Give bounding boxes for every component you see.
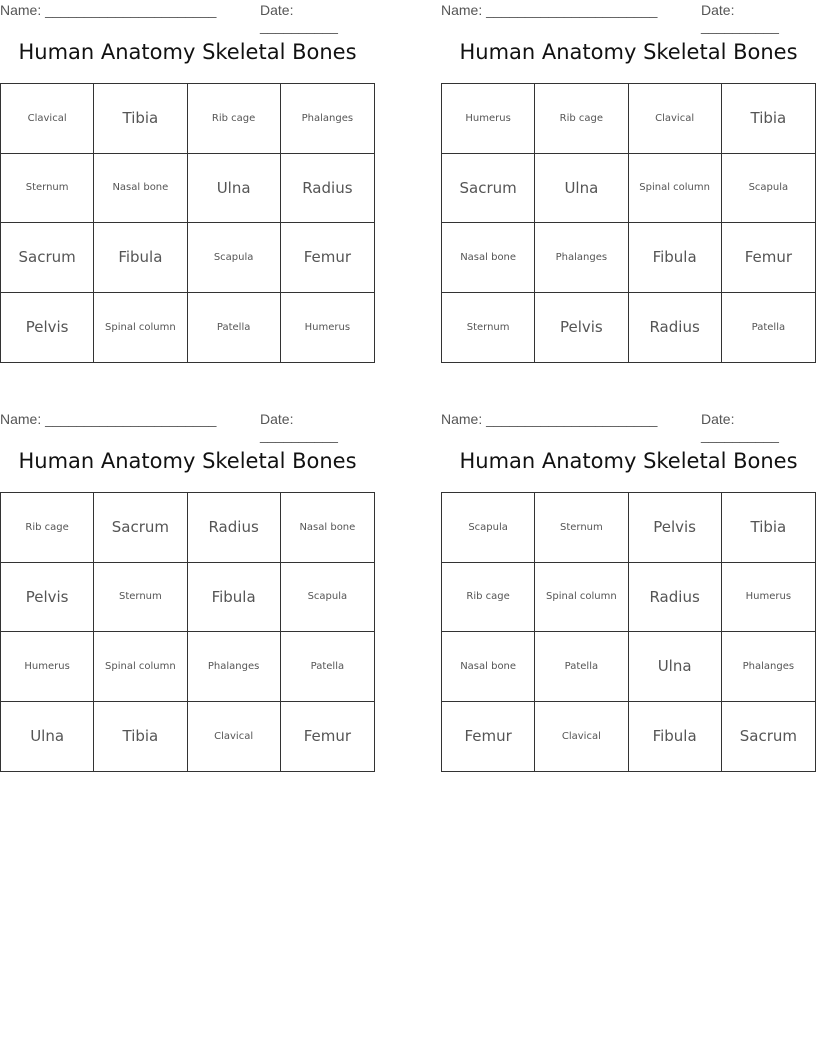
bingo-cell: Patella [188,293,281,363]
name-label: Name: ______________________ [0,411,217,427]
bingo-cell: Rib cage [442,563,535,633]
bingo-cell: Nasal bone [442,632,535,702]
bingo-cell: Pelvis [1,293,94,363]
bingo-cell: Rib cage [1,493,94,563]
date-label: Date: __________ [701,411,779,443]
name-label: Name: ______________________ [441,411,658,427]
bingo-cell: Radius [281,154,374,224]
date-label: Date: __________ [260,2,338,34]
bingo-cell: Sacrum [94,493,187,563]
bingo-cell: Tibia [94,84,187,154]
bingo-grid [441,83,816,363]
bingo-cell: Sternum [1,154,94,224]
bingo-cell: Humerus [722,563,815,633]
bingo-cell: Sternum [94,563,187,633]
bingo-cell: Patella [281,632,374,702]
name-label: Name: ______________________ [0,2,217,18]
bingo-cell: Tibia [722,84,815,154]
bingo-cell: Tibia [94,702,187,772]
date-label: Date: __________ [260,411,338,443]
bingo-cell: Sacrum [442,154,535,224]
bingo-cell: Radius [188,493,281,563]
bingo-cell: Rib cage [188,84,281,154]
card-header [441,0,816,34]
bingo-cell: Pelvis [1,563,94,633]
card-header [0,409,375,443]
bingo-cell: Scapula [722,154,815,224]
bingo-cell: Nasal bone [442,223,535,293]
bingo-cell: Sternum [535,493,628,563]
card-title: Human Anatomy Skeletal Bones [459,40,798,64]
bingo-cell: Femur [303,727,352,746]
bingo-cell: Patella [751,321,786,333]
bingo-cell: Tibia [722,493,815,563]
bingo-cell: Sacrum [739,727,797,746]
bingo-cell: Phalanges [722,632,815,702]
bingo-cell: Humerus [1,632,94,702]
bingo-cell: Fibula [94,223,187,293]
bingo-grid [441,492,816,772]
bingo-cell: Spinal column [535,563,628,633]
bingo-cell: Pelvis [629,493,722,563]
bingo-cell: Clavical [535,702,628,772]
bingo-cell: Fibula [188,563,281,633]
card-header [0,0,375,34]
name-label: Name: ______________________ [441,2,658,18]
bingo-cell: Femur [281,223,374,293]
bingo-cell: Ulna [629,632,722,702]
bingo-card-3 [0,409,375,746]
bingo-card-1 [0,0,375,337]
bingo-cell: Humerus [442,84,535,154]
bingo-cell: Scapula [281,563,374,633]
card-title: Human Anatomy Skeletal Bones [18,40,357,64]
bingo-cell: Clavical [188,702,281,772]
bingo-cell: Radius [629,563,722,633]
card-title: Human Anatomy Skeletal Bones [459,449,798,473]
bingo-cell: Patella [535,632,628,702]
bingo-cell: Fibula [629,702,722,772]
bingo-grid [0,492,375,772]
bingo-cell: Scapula [188,223,281,293]
bingo-cell: Femur [442,702,535,772]
bingo-cell: Nasal bone [94,154,187,224]
card-header [441,409,816,443]
bingo-cell: Phalanges [535,223,628,293]
bingo-card-4 [441,409,816,746]
bingo-cell: Ulna [535,154,628,224]
bingo-card-2 [441,0,816,337]
bingo-cell: Nasal bone [281,493,374,563]
bingo-cell: Scapula [442,493,535,563]
bingo-cell: Phalanges [188,632,281,702]
bingo-cell: Spinal column [629,154,722,224]
bingo-cell: Sternum [442,293,535,363]
bingo-cell: Ulna [1,702,94,772]
bingo-cell: Rib cage [535,84,628,154]
date-label: Date: __________ [701,2,779,34]
bingo-cell: Radius [629,293,722,363]
bingo-cell: Clavical [1,84,94,154]
bingo-cell: Phalanges [281,84,374,154]
bingo-cell: Fibula [629,223,722,293]
bingo-cell: Spinal column [94,293,187,363]
card-title: Human Anatomy Skeletal Bones [18,449,357,473]
bingo-grid [0,83,375,363]
bingo-cell: Clavical [629,84,722,154]
bingo-cell: Spinal column [94,632,187,702]
bingo-cell: Pelvis [535,293,628,363]
bingo-cell: Sacrum [1,223,94,293]
bingo-cell: Humerus [304,321,351,333]
bingo-cell: Ulna [188,154,281,224]
bingo-cell: Femur [722,223,815,293]
